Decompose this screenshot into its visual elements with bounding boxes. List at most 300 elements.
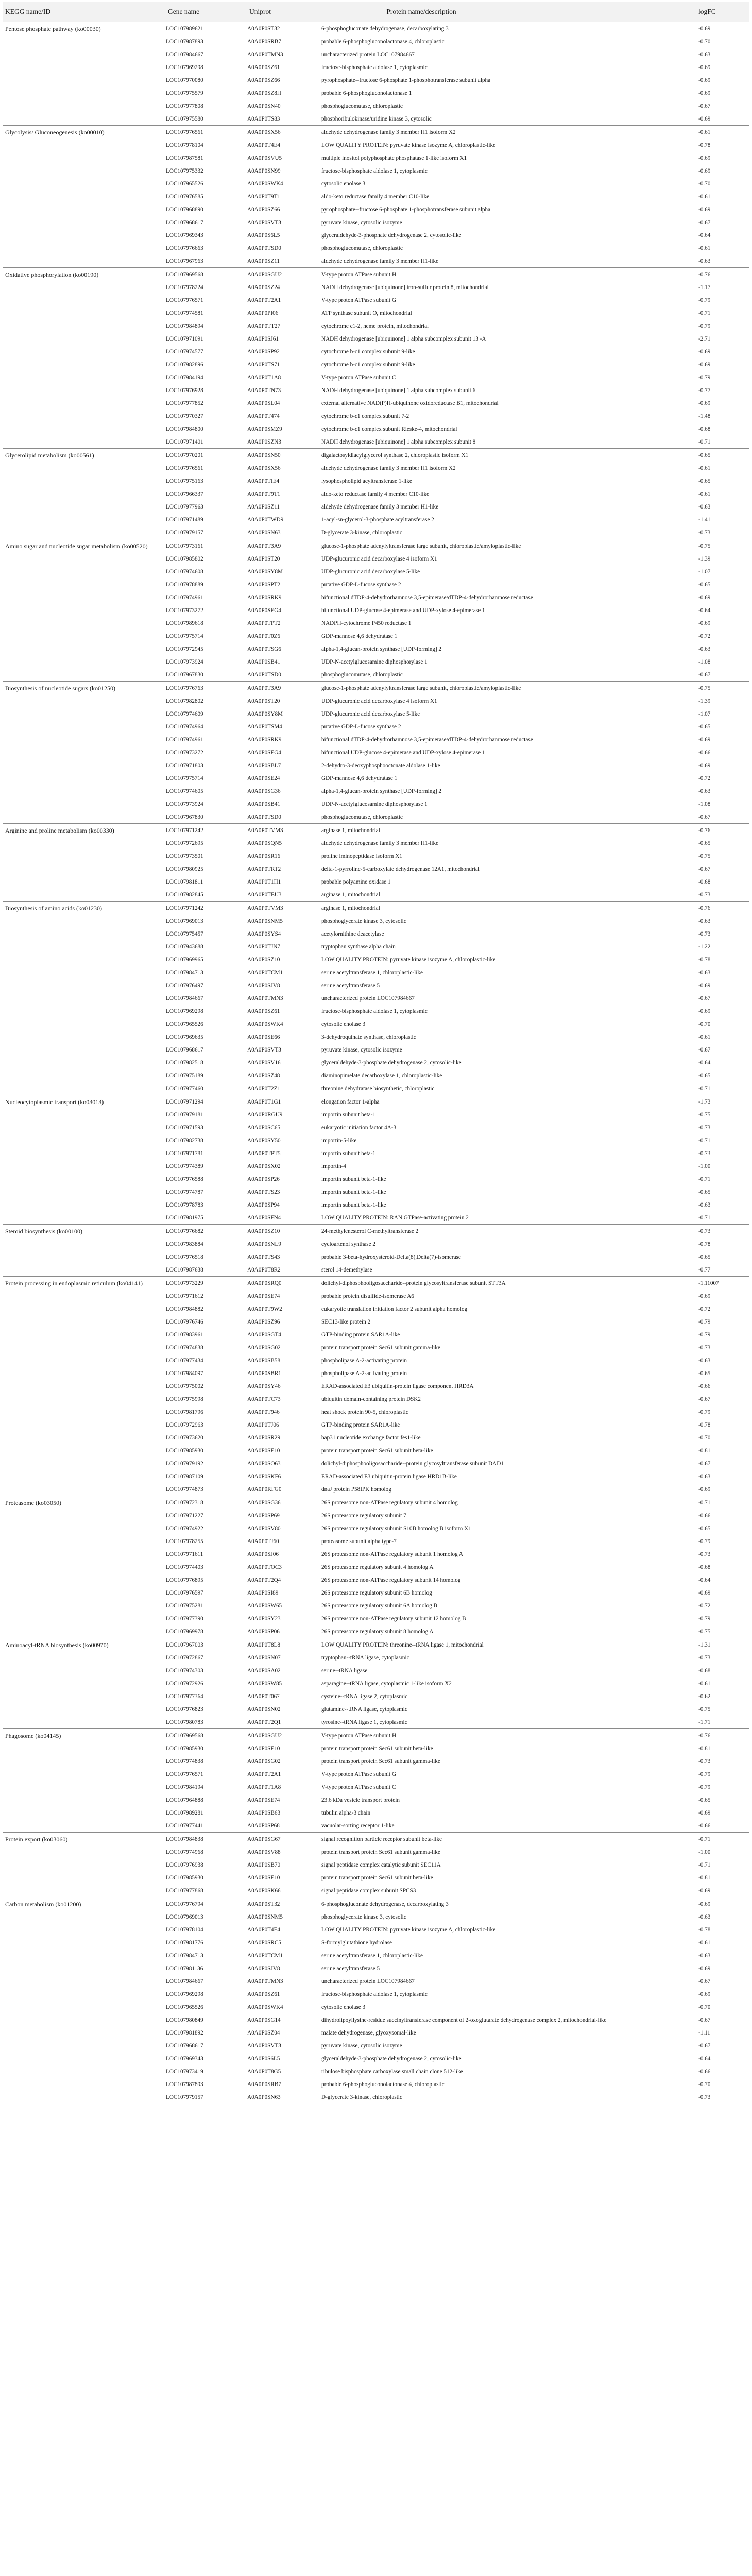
protein-description-cell: external alternative NAD(P)H-ubiquinone oxidoreductase B1, mitochondrial	[321, 400, 499, 406]
logfc-cell: -0.76	[698, 1732, 711, 1739]
table-row	[166, 824, 749, 837]
gene-name-cell: LOC107969298	[166, 1991, 203, 1997]
table-row	[166, 1742, 749, 1755]
uniprot-cell: A0A0P0SP94	[247, 1201, 280, 1208]
table-row	[166, 1211, 749, 1224]
protein-description-cell: phosphoglucomutase, chloroplastic	[321, 103, 403, 109]
uniprot-cell: A0A0P0SV80	[247, 1525, 281, 1532]
logfc-cell: -0.67	[698, 995, 711, 1002]
uniprot-cell: A0A0P0RFG0	[247, 1486, 282, 1493]
gene-name-cell: LOC107979192	[166, 1460, 203, 1467]
logfc-cell: -0.78	[698, 956, 711, 963]
protein-description-cell: 24-methylenesterol C-methyltransferase 2	[321, 1228, 419, 1234]
gene-name-cell: LOC107978255	[166, 1538, 203, 1545]
gene-name-cell: LOC107977868	[166, 1887, 203, 1894]
gene-name-cell: LOC107971091	[166, 335, 203, 342]
table-row	[166, 1082, 749, 1095]
table-row	[166, 914, 749, 927]
table-row	[166, 1638, 749, 1651]
protein-description-cell: D-glycerate 3-kinase, chloroplastic	[321, 2094, 402, 2100]
table-row	[166, 810, 749, 823]
protein-description-cell: ERAD-associated E3 ubiquitin-protein ligase HRD1B-like	[321, 1473, 457, 1480]
logfc-cell: -1.00	[698, 1849, 711, 1855]
gene-name-cell: LOC107974581	[166, 310, 203, 316]
protein-description-cell: pyrophosphate--fructose 6-phosphate 1-phosphotransferase subunit alpha	[321, 77, 491, 83]
uniprot-cell: A0A0P0SNM5	[247, 1913, 283, 1920]
uniprot-cell: A0A0P0SJV8	[247, 982, 280, 989]
gene-name-cell: LOC107968617	[166, 219, 203, 226]
gene-name-cell: LOC107969298	[166, 64, 203, 71]
uniprot-cell: A0A0P0TCM1	[247, 1952, 283, 1959]
logfc-cell: -0.69	[698, 1965, 711, 1972]
table-row	[166, 397, 749, 410]
uniprot-cell: A0A0P0T8G5	[247, 2068, 281, 2075]
header-kegg-name: KEGG name/ID	[5, 8, 51, 16]
gene-name-cell: LOC107974873	[166, 1486, 203, 1493]
table-row	[166, 1690, 749, 1703]
table-row	[166, 733, 749, 746]
table-row	[166, 1043, 749, 1056]
logfc-cell: -1.17	[698, 284, 711, 291]
table-row	[166, 1457, 749, 1470]
table-row	[166, 1845, 749, 1858]
uniprot-cell: A0A0P0SP92	[247, 348, 280, 355]
pathway-group	[3, 1897, 749, 2104]
uniprot-cell: A0A0P0T067	[247, 1693, 280, 1700]
logfc-cell: -0.65	[698, 723, 711, 730]
logfc-cell: -0.69	[698, 90, 711, 96]
logfc-cell: -0.69	[698, 25, 711, 32]
logfc-cell: -0.69	[698, 348, 711, 355]
table-row	[166, 1677, 749, 1690]
gene-name-cell: LOC107984800	[166, 426, 203, 432]
table-row	[166, 1522, 749, 1535]
uniprot-cell: A0A0P0TS23	[247, 1189, 280, 1195]
uniprot-cell: A0A0P0TPT2	[247, 620, 281, 626]
logfc-cell: -0.70	[698, 2004, 711, 2010]
protein-description-cell: importin-5-like	[321, 1137, 357, 1144]
gene-name-cell: LOC107979157	[166, 2094, 203, 2100]
logfc-cell: -0.73	[698, 1124, 711, 1131]
uniprot-cell: A0A0P0T8L8	[247, 1641, 281, 1648]
protein-description-cell: NADH dehydrogenase [ubiquinone] 1 alpha subcomplex subunit 8	[321, 438, 476, 445]
protein-description-cell: fructose-bisphosphate aldolase 1, cytoplasmic	[321, 1008, 428, 1014]
logfc-cell: -0.69	[698, 361, 711, 368]
logfc-cell: -0.69	[698, 1809, 711, 1816]
gene-name-cell: LOC107976561	[166, 465, 203, 471]
table-row	[166, 216, 749, 229]
pathway-group	[3, 1833, 749, 1897]
uniprot-cell: A0A0P0T2A1	[247, 297, 281, 303]
table-row	[166, 1884, 749, 1897]
table-row	[166, 422, 749, 435]
protein-description-cell: glucose-1-phosphate adenylyltransferase large subunit, chloroplastic/amyloplastic-like	[321, 685, 521, 691]
logfc-cell: -0.73	[698, 1551, 711, 1557]
protein-description-cell: alpha-1,4-glucan-protein synthase [UDP-forming] 2	[321, 788, 442, 794]
gene-name-cell: LOC107974577	[166, 348, 203, 355]
uniprot-cell: A0A0P0SQN5	[247, 840, 282, 846]
table-row	[166, 798, 749, 810]
table-row	[166, 1315, 749, 1328]
table-row	[166, 2001, 749, 2013]
protein-description-cell: cytosolic enolase 3	[321, 180, 366, 187]
protein-description-cell: probable polyamine oxidase 1	[321, 878, 391, 885]
protein-description-cell: 2-dehydro-3-deoxyphosphooctonate aldolase 1-like	[321, 762, 440, 769]
uniprot-cell: A0A0P0SNL9	[247, 1241, 281, 1247]
gene-name-cell: LOC107987581	[166, 155, 203, 161]
gene-name-cell: LOC107973419	[166, 2068, 203, 2075]
gene-name-cell: LOC107971242	[166, 827, 203, 834]
gene-name-cell: LOC107965526	[166, 180, 203, 187]
protein-description-cell: malate dehydrogenase, glyoxysomal-like	[321, 2029, 416, 2036]
table-row	[166, 720, 749, 733]
protein-description-cell: cytochrome b-c1 complex subunit 9-like	[321, 348, 415, 355]
pathway-name: Nucleocytoplasmic transport (ko03013)	[5, 1098, 104, 1106]
gene-name-cell: LOC107975579	[166, 90, 203, 96]
protein-description-cell: serine--tRNA ligase	[321, 1667, 368, 1674]
uniprot-cell: A0A0P0T9T1	[247, 193, 281, 200]
logfc-cell: -0.61	[698, 465, 711, 471]
table-row	[166, 1147, 749, 1160]
pathway-name: Carbon metabolism (ko01200)	[5, 1901, 81, 1908]
logfc-cell: -1.07	[698, 568, 711, 575]
uniprot-cell: A0A0P0SZ61	[247, 1008, 280, 1014]
table-row	[166, 462, 749, 474]
uniprot-cell: A0A0P0SW65	[247, 1602, 282, 1609]
logfc-cell: -0.65	[698, 452, 711, 459]
gene-name-cell: LOC107973501	[166, 853, 203, 859]
logfc-cell: -1.73	[698, 1098, 711, 1105]
gene-name-cell: LOC107973620	[166, 1434, 203, 1441]
gene-name-cell: LOC107969298	[166, 1008, 203, 1014]
uniprot-cell: A0A0P0SZ48	[247, 1072, 280, 1079]
table-row	[166, 617, 749, 630]
protein-description-cell: uncharacterized protein LOC107984667	[321, 51, 415, 58]
protein-description-cell: 26S proteasome non-ATPase regulatory subunit 1 homolog A	[321, 1551, 463, 1557]
uniprot-cell: A0A0P0T3A9	[247, 543, 281, 549]
logfc-cell: -0.66	[698, 1822, 711, 1829]
protein-description-cell: signal recognition particle receptor subunit beta-like	[321, 1836, 442, 1842]
logfc-cell: -0.77	[698, 1266, 711, 1273]
protein-description-cell: cysteine--tRNA ligase 2, cytoplasmic	[321, 1693, 408, 1700]
uniprot-cell: A0A0P0TSG6	[247, 646, 281, 652]
protein-description-cell: protein transport protein Sec61 subunit gamma-like	[321, 1758, 440, 1765]
protein-description-cell: 6-phosphogluconate dehydrogenase, decarboxylating 3	[321, 1901, 449, 1907]
uniprot-cell: A0A0P0T9T1	[247, 490, 281, 497]
protein-description-cell: aldehyde dehydrogenase family 3 member H1 isoform X2	[321, 129, 456, 135]
table-row	[166, 1444, 749, 1457]
table-row	[166, 682, 749, 694]
pathway-name: Biosynthesis of amino acids (ko01230)	[5, 905, 102, 912]
table-row	[166, 449, 749, 462]
protein-description-cell: V-type proton ATPase subunit G	[321, 297, 397, 303]
gene-name-cell: LOC107987893	[166, 38, 203, 45]
protein-description-cell: phospholipase A-2-activating protein	[321, 1370, 407, 1377]
logfc-cell: -0.70	[698, 38, 711, 45]
protein-description-cell: UDP-glucuronic acid decarboxylase 5-like	[321, 568, 420, 575]
table-row	[166, 74, 749, 87]
gene-name-cell: LOC107977963	[166, 503, 203, 510]
table-row	[166, 1586, 749, 1599]
protein-description-cell: UDP-glucuronic acid decarboxylase 4 isoform X1	[321, 698, 437, 704]
table-row	[166, 1625, 749, 1638]
protein-description-cell: V-type proton ATPase subunit H	[321, 1732, 397, 1739]
pathway-group	[3, 682, 749, 824]
table-row	[166, 112, 749, 125]
logfc-cell: -0.63	[698, 258, 711, 264]
table-row	[166, 1250, 749, 1263]
gene-name-cell: LOC107972867	[166, 1654, 203, 1661]
protein-description-cell: 26S proteasome non-ATPase regulatory subunit 4 homolog	[321, 1499, 458, 1506]
protein-description-cell: cytochrome c1-2, heme protein, mitochondrial	[321, 323, 429, 329]
uniprot-cell: A0A0P0SB41	[247, 658, 281, 665]
uniprot-cell: A0A0P0SN50	[247, 452, 281, 459]
uniprot-cell: A0A0P0SVT3	[247, 1046, 281, 1053]
gene-name-cell: LOC107971611	[166, 1551, 203, 1557]
protein-description-cell: arginase 1, mitochondrial	[321, 891, 380, 898]
table-row	[166, 1716, 749, 1728]
protein-description-cell: aldehyde dehydrogenase family 3 member H1-like	[321, 503, 439, 510]
protein-description-cell: cytosolic enolase 3	[321, 1021, 366, 1027]
uniprot-cell: A0A0P0SEG4	[247, 607, 281, 614]
gene-name-cell: LOC107982845	[166, 891, 203, 898]
uniprot-cell: A0A0P0SA02	[247, 1667, 281, 1674]
table-row	[166, 1418, 749, 1431]
table-row	[166, 229, 749, 242]
protein-description-cell: LOW QUALITY PROTEIN: RAN GTPase-activating protein 2	[321, 1214, 469, 1221]
gene-name-cell: LOC107974961	[166, 594, 203, 601]
uniprot-cell: A0A0P0SL04	[247, 400, 280, 406]
logfc-cell: -0.63	[698, 1473, 711, 1480]
uniprot-cell: A0A0P0SZ66	[247, 206, 280, 213]
logfc-cell: -0.70	[698, 2081, 711, 2088]
uniprot-cell: A0A0P0TWD9	[247, 516, 284, 523]
protein-description-cell: dihydrolipoyllysine-residue succinyltransferase component of 2-oxoglutarate dehydrogenase complex 2, mitochondrial-like	[321, 2016, 607, 2023]
gene-name-cell: LOC107978224	[166, 284, 203, 291]
protein-description-cell: serine acetyltransferase 1, chloroplastic-like	[321, 1952, 423, 1959]
pathway-group	[3, 1277, 749, 1496]
protein-description-cell: V-type proton ATPase subunit C	[321, 374, 396, 381]
table-row	[166, 35, 749, 48]
uniprot-cell: A0A0P0SZ61	[247, 64, 280, 71]
gene-name-cell: LOC107971781	[166, 1150, 203, 1157]
uniprot-cell: A0A0P0TMN3	[247, 995, 283, 1002]
table-row	[166, 1975, 749, 1988]
logfc-cell: -0.79	[698, 1409, 711, 1415]
logfc-cell: -0.71	[698, 1836, 711, 1842]
protein-description-cell: serine acetyltransferase 5	[321, 1965, 380, 1972]
table-row	[166, 358, 749, 371]
gene-name-cell: LOC107965526	[166, 2004, 203, 2010]
protein-description-cell: importin subunit beta-1-like	[321, 1201, 386, 1208]
logfc-cell: -0.75	[698, 685, 711, 691]
logfc-cell: -0.69	[698, 1887, 711, 1894]
pathway-name: Biosynthesis of nucleotide sugars (ko01250)	[5, 685, 115, 692]
logfc-cell: -0.71	[698, 1085, 711, 1092]
logfc-cell: -0.69	[698, 1008, 711, 1014]
gene-name-cell: LOC107974609	[166, 710, 203, 717]
logfc-cell: -0.63	[698, 1952, 711, 1959]
gene-name-cell: LOC107973272	[166, 749, 203, 756]
gene-name-cell: LOC107976588	[166, 1176, 203, 1182]
logfc-cell: -0.65	[698, 1797, 711, 1803]
table-row	[166, 862, 749, 875]
uniprot-cell: A0A0P0SB41	[247, 801, 281, 807]
uniprot-cell: A0A0P0SY8M	[247, 710, 283, 717]
gene-name-cell: LOC107968617	[166, 2042, 203, 2049]
protein-description-cell: V-type proton ATPase subunit C	[321, 1784, 396, 1790]
table-row	[166, 1923, 749, 1936]
gene-name-cell: LOC107943688	[166, 943, 203, 950]
uniprot-cell: A0A0P0SN63	[247, 2094, 281, 2100]
protein-description-cell: eukaryotic translation initiation factor 2 subunit alpha homolog	[321, 1306, 468, 1312]
pathway-group	[3, 268, 749, 449]
gene-name-cell: LOC107982518	[166, 1059, 203, 1066]
uniprot-cell: A0A0P0T1H1	[247, 878, 281, 885]
logfc-cell: -1.00	[698, 1163, 711, 1170]
gene-name-cell: LOC107975998	[166, 1396, 203, 1402]
table-row	[166, 99, 749, 112]
table-row	[166, 1858, 749, 1871]
kegg-pathway-table	[3, 2, 749, 2104]
protein-description-cell: protein transport protein Sec61 subunit beta-like	[321, 1745, 433, 1752]
gene-name-cell: LOC107972695	[166, 840, 203, 846]
gene-name-cell: LOC107974605	[166, 788, 203, 794]
logfc-cell: -0.63	[698, 51, 711, 58]
logfc-cell: -1.48	[698, 413, 711, 419]
gene-name-cell: LOC107989281	[166, 1809, 203, 1816]
protein-description-cell: cytochrome b-c1 complex subunit 9-like	[321, 361, 415, 368]
logfc-cell: -0.68	[698, 1564, 711, 1570]
logfc-cell: -0.68	[698, 426, 711, 432]
protein-description-cell: phosphoglycerate kinase 3, cytosolic	[321, 1913, 406, 1920]
uniprot-cell: A0A0P0SZ10	[247, 956, 280, 963]
logfc-cell: -0.63	[698, 646, 711, 652]
gene-name-cell: LOC107976794	[166, 1901, 203, 1907]
gene-name-cell: LOC107975714	[166, 775, 203, 782]
protein-description-cell: ATP synthase subunit O, mitochondrial	[321, 310, 412, 316]
gene-name-cell: LOC107967830	[166, 671, 203, 678]
logfc-cell: -0.64	[698, 232, 711, 239]
logfc-cell: -0.67	[698, 2016, 711, 2023]
table-row	[166, 1988, 749, 2001]
table-row	[166, 1354, 749, 1367]
pathway-name: Glycolysis/ Gluconeogenesis (ko00010)	[5, 129, 105, 136]
header-uniprot: Uniprot	[249, 8, 271, 16]
table-row	[166, 1806, 749, 1819]
gene-name-cell: LOC107976746	[166, 1318, 203, 1325]
gene-name-cell: LOC107973272	[166, 607, 203, 614]
logfc-cell: -0.67	[698, 103, 711, 109]
table-row	[166, 1328, 749, 1341]
uniprot-cell: A0A0P0SRK9	[247, 736, 282, 743]
uniprot-cell: A0A0P0SR16	[247, 853, 281, 859]
gene-name-cell: LOC107974403	[166, 1564, 203, 1570]
uniprot-cell: A0A0P0TN73	[247, 387, 281, 394]
protein-description-cell: digalactosyldiacylglycerol synthase 2, chloroplastic isoform X1	[321, 452, 469, 459]
protein-description-cell: importin-4	[321, 1163, 346, 1170]
protein-description-cell: 26S proteasome regulatory subunit 7	[321, 1512, 406, 1519]
logfc-cell: -0.73	[698, 1654, 711, 1661]
gene-name-cell: LOC107980849	[166, 2016, 203, 2023]
uniprot-cell: A0A0P0SRQ0	[247, 1280, 282, 1286]
gene-name-cell: LOC107984713	[166, 1952, 203, 1959]
logfc-cell: -0.67	[698, 1460, 711, 1467]
uniprot-cell: A0A0P0SE74	[247, 1797, 280, 1803]
uniprot-cell: A0A0P0TJN7	[247, 943, 281, 950]
gene-name-cell: LOC107975163	[166, 478, 203, 484]
protein-description-cell: bifunctional UDP-glucose 4-epimerase and UDP-xylose 4-epimerase 1	[321, 749, 485, 756]
gene-name-cell: LOC107978104	[166, 1926, 203, 1933]
gene-name-cell: LOC107972926	[166, 1680, 203, 1687]
protein-description-cell: glutamine--tRNA ligase, cytoplasmic	[321, 1706, 407, 1713]
gene-name-cell: LOC107976663	[166, 245, 203, 251]
gene-name-cell: LOC107977434	[166, 1357, 203, 1364]
table-row	[166, 255, 749, 267]
gene-name-cell: LOC107964888	[166, 1797, 203, 1803]
gene-name-cell: LOC107969343	[166, 232, 203, 239]
table-row	[166, 1833, 749, 1845]
table-row	[166, 2013, 749, 2026]
table-row	[166, 902, 749, 914]
logfc-cell: -0.69	[698, 400, 711, 406]
table-row	[166, 1729, 749, 1742]
gene-name-cell: LOC107972945	[166, 646, 203, 652]
logfc-cell: -0.79	[698, 1331, 711, 1338]
uniprot-cell: A0A0P0TSD0	[247, 671, 281, 678]
table-row	[166, 1393, 749, 1405]
logfc-cell: -0.63	[698, 969, 711, 976]
table-row	[166, 785, 749, 798]
logfc-cell: -1.08	[698, 658, 711, 665]
protein-description-cell: 26S proteasome regulatory subunit 6A homolog B	[321, 1602, 437, 1609]
protein-description-cell: arginase 1, mitochondrial	[321, 827, 380, 834]
uniprot-cell: A0A0P0SRB7	[247, 2081, 281, 2088]
table-row	[166, 1755, 749, 1768]
protein-description-cell: GTP-binding protein SAR1A-like	[321, 1331, 400, 1338]
table-row	[166, 164, 749, 177]
gene-name-cell: LOC107984894	[166, 323, 203, 329]
logfc-cell: -0.69	[698, 1486, 711, 1493]
uniprot-cell: A0A0P0T9W2	[247, 1306, 282, 1312]
gene-name-cell: LOC107984667	[166, 51, 203, 58]
pathway-name: Glycerolipid metabolism (ko00561)	[5, 452, 94, 459]
uniprot-cell: A0A0P0SE74	[247, 1293, 280, 1299]
uniprot-cell: A0A0P0SVT3	[247, 219, 281, 226]
uniprot-cell: A0A0P0SR29	[247, 1434, 281, 1441]
logfc-cell: -0.69	[698, 64, 711, 71]
table-row	[166, 1871, 749, 1884]
table-row	[166, 1819, 749, 1832]
gene-name-cell: LOC107973924	[166, 658, 203, 665]
table-row	[166, 1768, 749, 1781]
protein-description-cell: proteasome subunit alpha type-7	[321, 1538, 397, 1545]
uniprot-cell: A0A0P0SBL7	[247, 762, 281, 769]
protein-description-cell: proline iminopeptidase isoform X1	[321, 853, 402, 859]
table-row	[166, 1121, 749, 1134]
protein-description-cell: ribulose bisphosphate carboxylase small chain clone 512-like	[321, 2068, 463, 2075]
uniprot-cell: A0A0P0SG02	[247, 1344, 281, 1351]
protein-description-cell: cytosolic enolase 3	[321, 2004, 366, 2010]
pathway-group	[3, 1225, 749, 1277]
logfc-cell: -1.39	[698, 698, 711, 704]
protein-description-cell: glyceraldehyde-3-phosphate dehydrogenase 2, cytosolic-like	[321, 1059, 462, 1066]
gene-name-cell: LOC107976823	[166, 1706, 203, 1713]
gene-name-cell: LOC107984097	[166, 1370, 203, 1377]
gene-name-cell: LOC107974964	[166, 723, 203, 730]
protein-description-cell: diaminopimelate decarboxylase 1, chloroplastic-like	[321, 1072, 442, 1079]
protein-description-cell: putative GDP-L-fucose synthase 2	[321, 723, 401, 730]
